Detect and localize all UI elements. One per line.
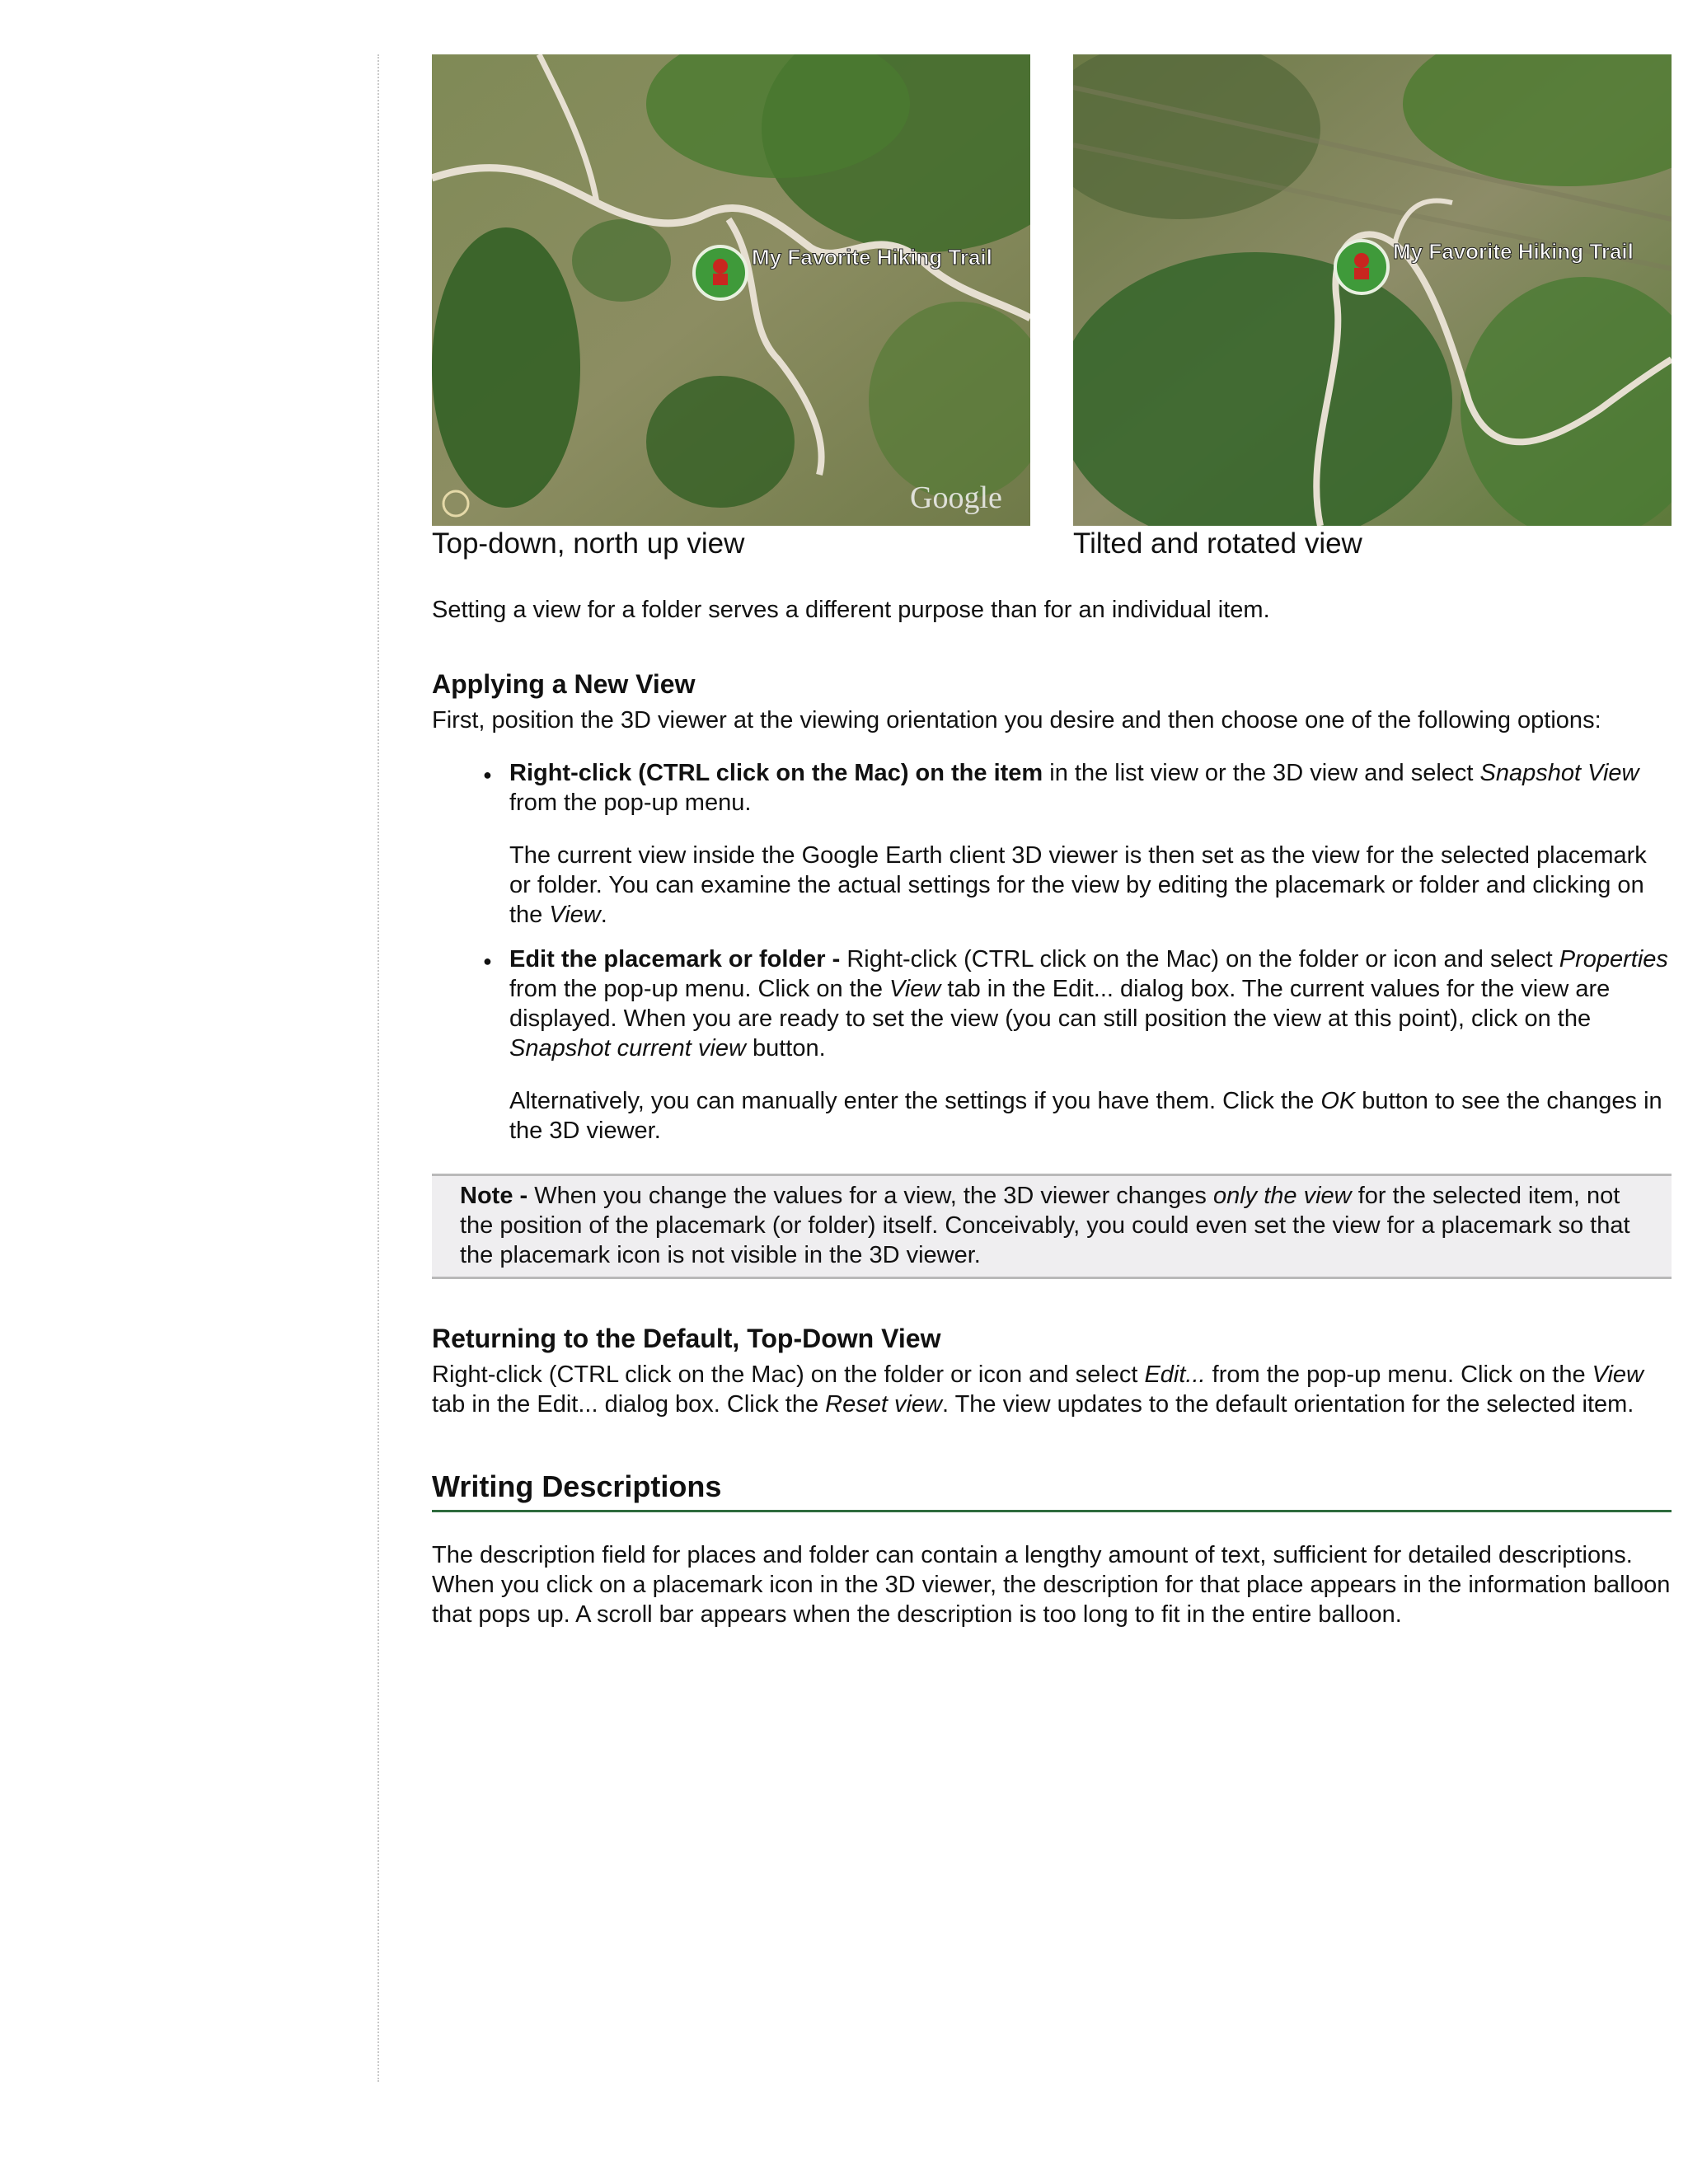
caption-top-down: Top-down, north up view (432, 527, 745, 560)
bullet1-detail (509, 841, 1672, 930)
google-watermark: Google (910, 480, 1002, 515)
applying-lead: First, position the 3D viewer at the viewing orientation you desire and then choose one of the following options: (432, 707, 1601, 733)
bullet2-detail-italic: OK (1320, 1088, 1356, 1114)
satellite-image-tilted (1073, 54, 1672, 526)
returning-italic: View (1592, 1361, 1644, 1388)
figure-tilted (1073, 54, 1672, 560)
figure-row (432, 54, 1672, 565)
bullet2-text: from the pop-up menu. Click on the (509, 976, 890, 1002)
returning-text: tab in the Edit... dialog box. Click the (432, 1391, 826, 1418)
bullet1-text: from the pop-up menu. (509, 790, 752, 816)
heading-applying-new-view: Applying a New View (432, 669, 696, 699)
satellite-image-top-down (432, 54, 1030, 526)
returning-text: Right-click (CTRL click on the Mac) on the folder or icon and select (432, 1361, 1145, 1388)
returning-text: from the pop-up menu. Click on the (1205, 1361, 1592, 1388)
heading-writing-descriptions: Writing Descriptions (432, 1469, 1672, 1512)
bullet2-italic: Properties (1559, 946, 1668, 972)
bullet1-detail-italic: View (549, 902, 601, 928)
options-list (432, 758, 1672, 1146)
bullet2-detail-text: button to see the changes in the 3D viewer. (509, 1088, 1662, 1144)
bullet1-italic: Snapshot View (1479, 760, 1639, 786)
writing-paragraph: The description field for places and folder can contain a lengthy amount of text, sufficient for detailed descriptions. When you click on a placemark icon in the 3D viewer, the description for that place appears in the information balloon that pops up. A scroll bar appears when the description is too long to fit in the entire balloon. (432, 1542, 1671, 1628)
returning-italic: Reset view (825, 1391, 942, 1418)
bullet1-bold: Right-click (CTRL click on the Mac) on the item (509, 760, 1043, 786)
intro-paragraph: Setting a view for a folder serves a different purpose than for an individual item. (432, 597, 1270, 623)
note-italic: only the view (1212, 1183, 1352, 1209)
note-text: for the selected item, not the position of the placemark (or folder) itself. Conceivably, you could even set the view for a placemark so that the placemark icon is not visible in the 3D viewer. (460, 1183, 1630, 1268)
bullet2-italic: Snapshot current view (509, 1035, 746, 1062)
returning-text: . The view updates to the default orientation for the selected item. (941, 1391, 1634, 1418)
list-item (509, 758, 1672, 930)
page-content (432, 54, 1672, 1629)
note-box (432, 1174, 1672, 1279)
caption-tilted: Tilted and rotated view (1073, 527, 1362, 560)
bullet1-detail-text: . (600, 902, 607, 928)
note-text: When you change the values for a view, the 3D viewer changes (528, 1183, 1213, 1209)
figure-top-down (432, 54, 1030, 560)
bullet1-detail-text: The current view inside the Google Earth client 3D viewer is then set as the view for the selected placemark or folder. You can examine the actual settings for the view by editing the placemark or folder and clicking on the (509, 842, 1647, 928)
bullet2-italic: View (889, 976, 941, 1002)
bullet2-text: button. (745, 1035, 826, 1062)
heading-returning-default-view: Returning to the Default, Top-Down View (432, 1324, 941, 1353)
bullet2-detail-text: Alternatively, you can manually enter the settings if you have them. Click the (509, 1088, 1321, 1114)
bullet2-bold: Edit the placemark or folder - (509, 946, 841, 972)
note-label: Note - (460, 1183, 528, 1209)
left-margin-rule (377, 54, 379, 2082)
list-item (509, 944, 1672, 1146)
placemark-label-top-down: My Favorite Hiking Trail (752, 245, 992, 269)
bullet1-text: in the list view or the 3D view and select (1043, 760, 1480, 786)
bullet2-detail (509, 1086, 1672, 1146)
placemark-label-tilted: My Favorite Hiking Trail (1393, 239, 1634, 264)
bullet2-text: tab in the Edit... dialog box. The current values for the view are displayed. When you are ready to set the view (you can still position the view at this point), click on the (509, 976, 1611, 1032)
returning-paragraph (432, 1360, 1672, 1419)
bullet2-text: Right-click (CTRL click on the Mac) on the folder or icon and select (840, 946, 1559, 972)
returning-italic: Edit... (1144, 1361, 1206, 1388)
